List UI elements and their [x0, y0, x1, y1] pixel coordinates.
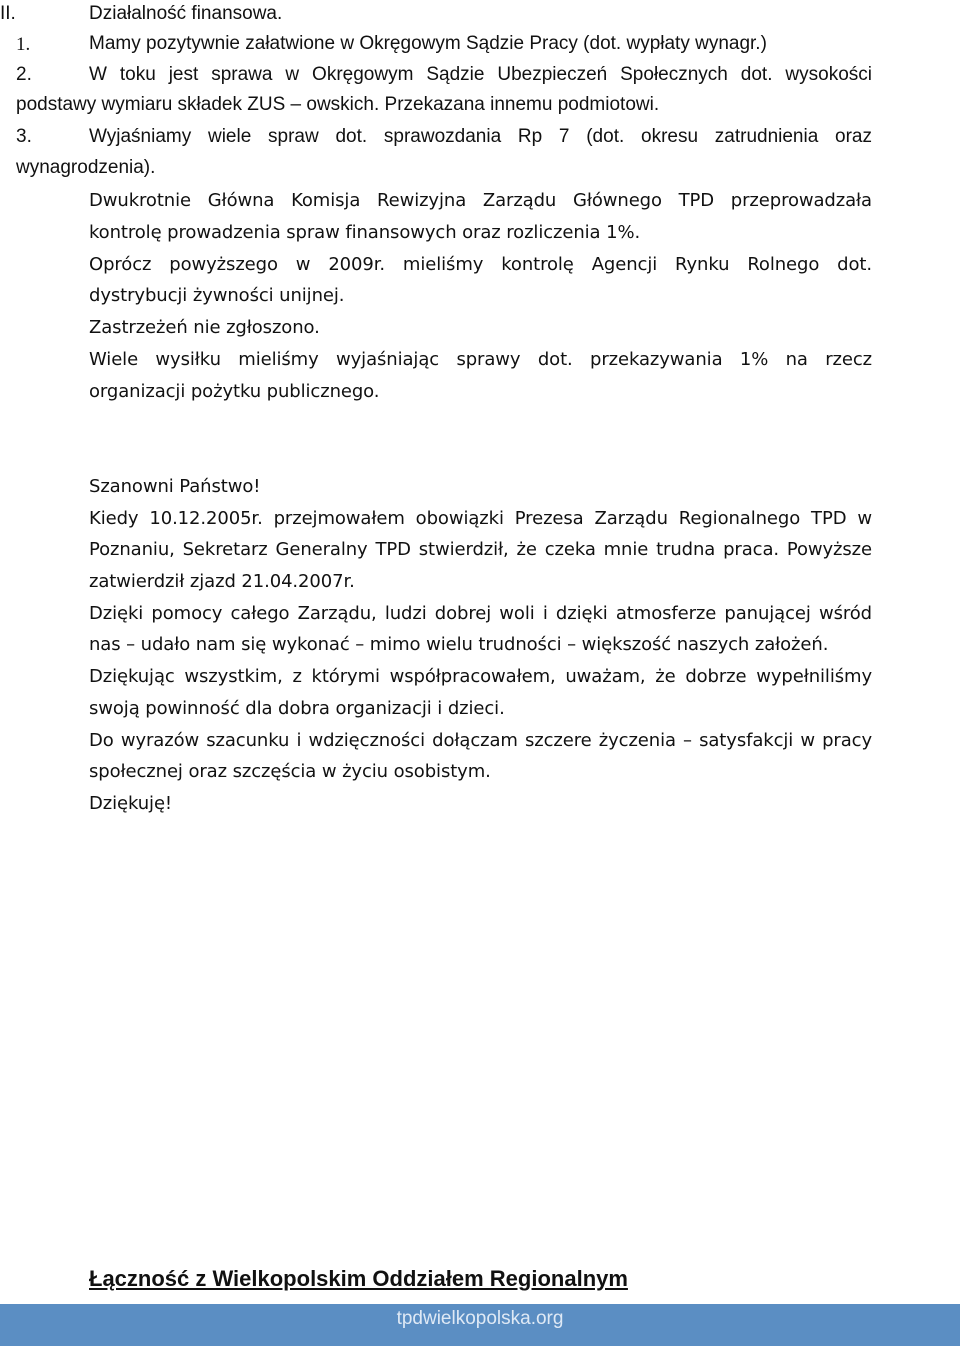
footer-bar — [0, 1304, 960, 1346]
item-1-text: Mamy pozytywnie załatwione w Okręgowym Sądzie Pracy (dot. wypłaty wynagr.) — [89, 33, 767, 54]
letter-line-6: Dziękując wszystkim, z którymi współpracowałem, uważam, że dobrze wypełniliśmy — [89, 666, 872, 687]
footer-site-link[interactable]: tpdwielkopolska.org — [396, 1308, 564, 1329]
letter-line-4: Dzięki pomocy całego Zarządu, ludzi dobrej woli i dzięki atmosferze panującej wśród — [89, 603, 872, 624]
letter-line-2: Poznaniu, Sekretarz Generalny TPD stwierdził, że czeka mnie trudna praca. Powyższe — [89, 539, 872, 560]
letter-line-1: Kiedy 10.12.2005r. przejmowałem obowiązki Prezesa Zarządu Regionalnego TPD w — [89, 508, 872, 529]
item-3-line-1: Wyjaśniamy wiele spraw dot. sprawozdania Rp 7 (dot. okresu zatrudnienia oraz — [89, 126, 872, 147]
section-number: II. — [0, 3, 16, 24]
item-2-line-2: podstawy wymiaru składek ZUS – owskich. Przekazana innemu podmiotowi. — [16, 94, 660, 115]
para-3: Zastrzeżeń nie zgłoszono. — [89, 317, 320, 338]
item-1-number: 1. — [16, 34, 31, 55]
footer-title: Łączność z Wielkopolskim Oddziałem Regionalnym — [89, 1266, 628, 1291]
letter-greeting: Szanowni Państwo! — [89, 476, 261, 497]
letter-closing: Dziękuję! — [89, 793, 173, 814]
para-2-line-2: dystrybucji żywności unijnej. — [89, 285, 345, 306]
para-1-line-1: Dwukrotnie Główna Komisja Rewizyjna Zarządu Głównego TPD przeprowadzała — [89, 190, 872, 211]
item-2-number: 2. — [16, 64, 32, 85]
letter-line-5: nas – udało nam się wykonać – mimo wielu trudności – większość naszych założeń. — [89, 634, 829, 655]
para-4-line-1: Wiele wysiłku mieliśmy wyjaśniając sprawy dot. przekazywania 1% na rzecz — [89, 349, 872, 370]
item-3-number: 3. — [16, 126, 32, 147]
section-title: Działalność finansowa. — [89, 3, 283, 24]
item-2-line-1: W toku jest sprawa w Okręgowym Sądzie Ubezpieczeń Społecznych dot. wysokości — [89, 64, 872, 85]
letter-line-9: społecznej oraz szczęścia w życiu osobistym. — [89, 761, 491, 782]
item-3-line-2: wynagrodzenia). — [16, 157, 156, 178]
para-4-line-2: organizacji pożytku publicznego. — [89, 381, 380, 402]
letter-line-7: swoją powinność dla dobra organizacji i dzieci. — [89, 698, 505, 719]
para-1-line-2: kontrolę prowadzenia spraw finansowych oraz rozliczenia 1%. — [89, 222, 641, 243]
letter-line-3: zatwierdził zjazd 21.04.2007r. — [89, 571, 355, 592]
letter-line-8: Do wyrazów szacunku i wdzięczności dołączam szczere życzenia – satysfakcji w pracy — [89, 730, 872, 751]
para-2-line-1: Oprócz powyższego w 2009r. mieliśmy kontrolę Agencji Rynku Rolnego dot. — [89, 254, 872, 275]
